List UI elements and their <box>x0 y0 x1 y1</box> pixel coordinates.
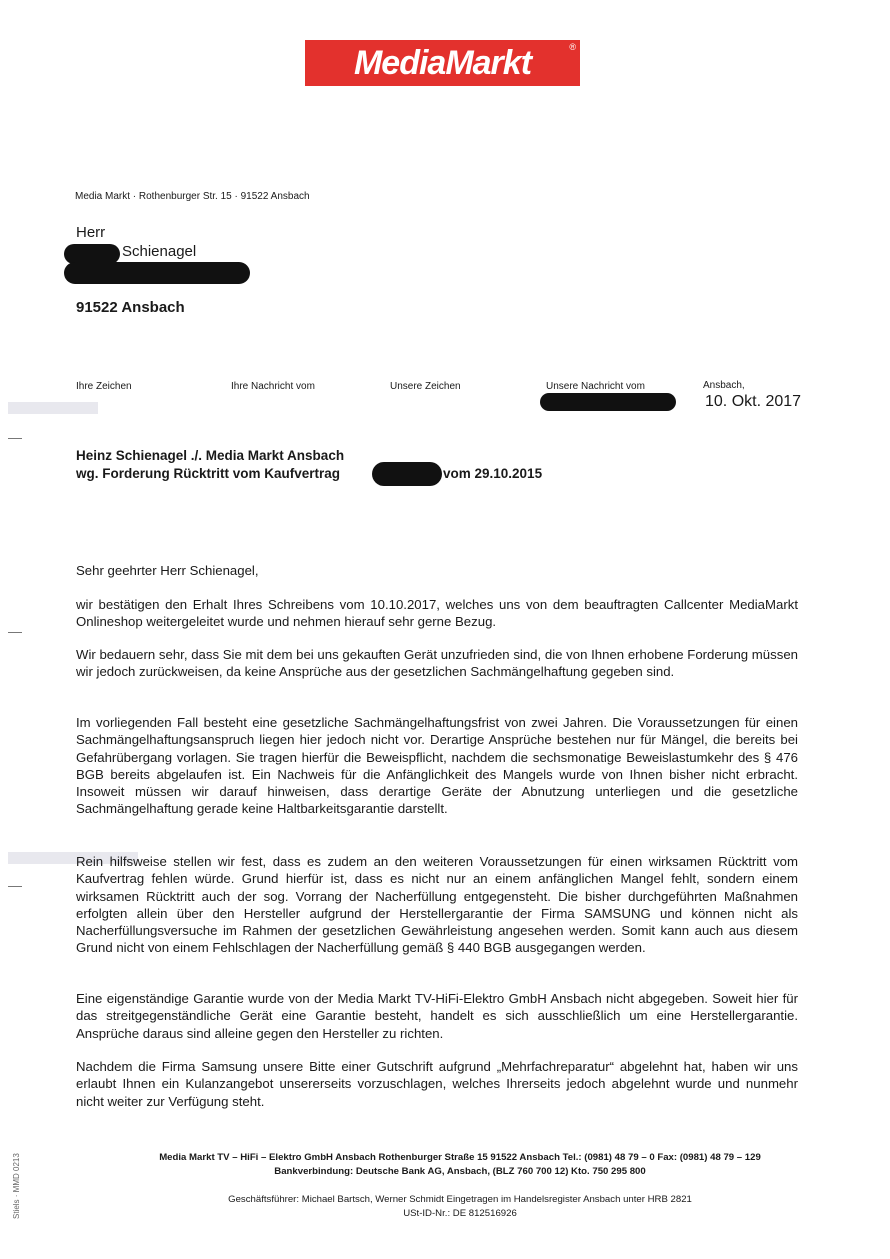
recipient-surname: Schienagel <box>122 243 197 260</box>
footer-management-line: Geschäftsführer: Michael Bartsch, Werner Schmidt Eingetragen im Handelsregister Ansbach unter HRB 2821 <box>228 1194 692 1205</box>
redacted-contract-number <box>372 462 442 486</box>
fold-mark <box>8 438 22 439</box>
footer-vat-line: USt-ID-Nr.: DE 812516926 <box>403 1208 517 1219</box>
paragraph-2: Wir bedauern sehr, dass Sie mit dem bei uns gekauften Gerät unzufrieden sind, die von Ihnen erhobene Forderung müssen wir jedoch zurückweisen, da keine Ansprüche aus der gesetzlichen Sachmängelhaftung gegeben sind. <box>76 647 798 680</box>
label-ihre-nachricht: Ihre Nachricht vom <box>231 381 315 392</box>
paragraph-3: Im vorliegenden Fall besteht eine gesetzliche Sachmängelhaftungsfrist von zwei Jahren. Die Voraussetzungen für einen Sachmängelhaftungsanspruch liegen hier jedoch nicht vor. Derartige Ansprüche bestehen nur für Mängel, die bereits bei Gefahrübergang vorlagen. Sie tragen hierfür die Beweispflicht, nachdem die sechsmonatige Beweislastumkehr des § 476 BGB bereits abgelaufen ist. Ein Nachweis für die Anfänglichkeit des Mangels wurde von Ihnen bisher nicht erbracht. Insoweit müssen wir darauf hinweisen, dass derartige Geräte der Abnutzung unterliegen und die gesetzliche Sachmängelhaftung gerade keine Haltbarkeitsgarantie darstellt. <box>76 715 798 817</box>
logo-text: MediaMarkt <box>353 43 532 82</box>
place-label: Ansbach, <box>703 380 745 391</box>
paragraph-4: Rein hilfsweise stellen wir fest, dass es zudem an den weiteren Voraussetzungen für einen wirksamen Rücktritt vom Kaufvertrag fehlen würde. Grund hierfür ist, dass es nicht nur an einem anfänglichen Mangel fehlt, sondern einem wirksamen Rücktritt auch der sog. Vorrang der Nacherfüllung entgegensteht. Die bisher durchgeführten Maßnahmen erfolgten allein über den Hersteller aufgrund der Herstellergarantie der Firma SAMSUNG und können nicht als Nacherfüllungsversuche im Rahmen der gesetzlichen Gewährleistung angesehen werden. Somit kann auch aus diesem Grund nicht von einem Fehlschlagen der Nacherfüllung gemäß § 440 BGB ausgegangen werden. <box>76 854 798 956</box>
label-unsere-zeichen: Unsere Zeichen <box>390 381 461 392</box>
fold-mark <box>8 632 22 633</box>
footer-legal <box>60 1193 860 1221</box>
media-markt-logo <box>305 40 580 86</box>
logo-registered-mark: ® <box>569 42 576 52</box>
fold-mark <box>8 886 22 887</box>
greeting: Sehr geehrter Herr Schienagel, <box>76 563 259 578</box>
subject-line-2-suffix: vom 29.10.2015 <box>443 466 543 481</box>
subject-line-2-prefix: wg. Forderung Rücktritt vom Kaufvertrag <box>76 466 341 481</box>
redacted-street <box>64 262 250 284</box>
footer-company-line: Media Markt TV – HiFi – Elektro GmbH Ansbach Rothenburger Straße 15 91522 Ansbach Tel.: (0981) 48 79 – 0 Fax: (0981) 48 79 – 129 <box>159 1152 761 1163</box>
form-code: Stiels · MMD 0213 <box>12 1153 21 1219</box>
label-ihre-zeichen: Ihre Zeichen <box>76 381 132 392</box>
recipient-city: 91522 Ansbach <box>76 299 185 316</box>
paragraph-5: Eine eigenständige Garantie wurde von der Media Markt TV-HiFi-Elektro GmbH Ansbach nicht abgegeben. Soweit hier für das streitgegenständliche Gerät eine Garantie besteht, handelt es sich ausschließlich um eine Herstellergarantie. Ansprüche daraus sind alleine gegen den Hersteller zu richten. <box>76 991 798 1041</box>
sender-line: Media Markt · Rothenburger Str. 15 · 91522 Ansbach <box>75 191 310 202</box>
redacted-first-name <box>64 244 120 264</box>
paragraph-1: wir bestätigen den Erhalt Ihres Schreibens vom 10.10.2017, welches uns von dem beauftragten Callcenter MediaMarkt Onlineshop weitergeleitet wurde und nehmen hierauf sehr gerne Bezug. <box>76 597 798 630</box>
paragraph-6: Nachdem die Firma Samsung unsere Bitte einer Gutschrift aufgrund „Mehrfachreparatur“ abgelehnt hat, haben wir uns erlaubt Ihnen ein Kulanzangebot unsererseits vorzuschlagen, welches Ihrerseits jedoch abgelehnt wurde und nunmehr nicht weiter zur Verfügung steht. <box>76 1059 798 1109</box>
scan-smudge <box>8 402 98 414</box>
recipient-salutation: Herr <box>76 224 106 241</box>
footer-bank-line: Bankverbindung: Deutsche Bank AG, Ansbach, (BLZ 760 700 12) Kto. 750 295 800 <box>274 1166 646 1177</box>
letter-date: 10. Okt. 2017 <box>705 393 802 410</box>
redacted-reference <box>540 393 676 411</box>
subject-line-1: Heinz Schienagel ./. Media Markt Ansbach <box>76 448 345 463</box>
footer-company <box>60 1151 860 1179</box>
label-unsere-nachricht: Unsere Nachricht vom <box>546 381 645 392</box>
